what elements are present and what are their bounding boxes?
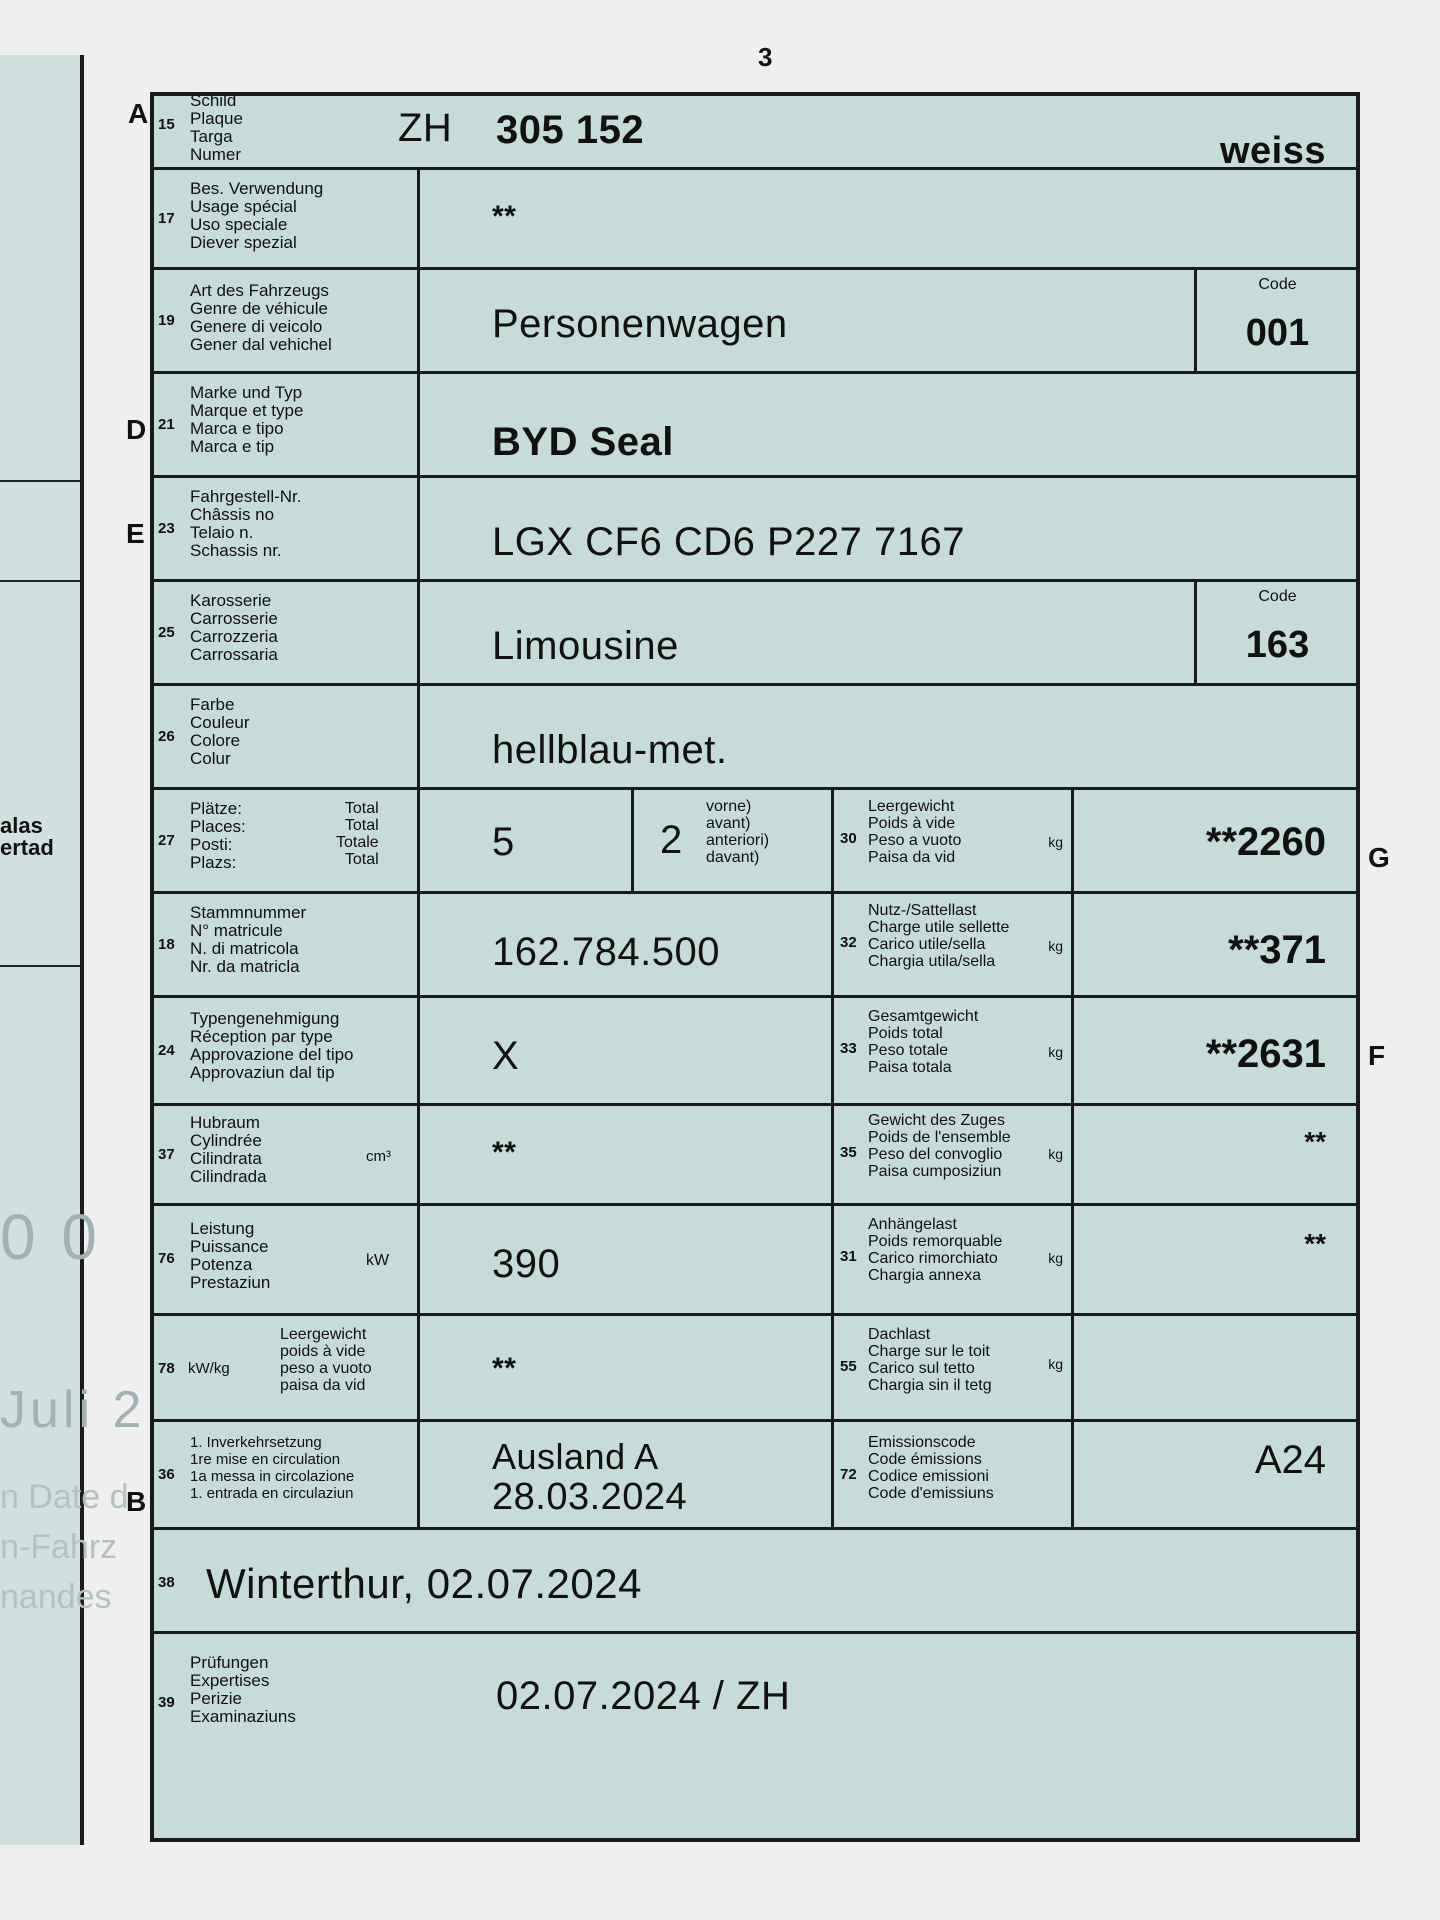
edge-text: alas: [0, 813, 43, 838]
power-value: 390: [492, 1242, 561, 1286]
row-make: [154, 374, 1356, 478]
right-label-cell: [834, 1422, 1074, 1527]
label-cell: [154, 1316, 420, 1419]
field-label: Karosserie Carrosserie Carrozzeria Carrossaria: [190, 591, 278, 664]
field-number: 33: [840, 1040, 857, 1057]
right-label-cell: [834, 1206, 1074, 1313]
field-number: 37: [158, 1146, 175, 1163]
field-number: 72: [840, 1466, 857, 1483]
divider: [0, 480, 80, 482]
field-label: Anhängelast Poids remorquable Carico rimorchiato Chargia annexa: [868, 1216, 1003, 1284]
row-first-registration: [154, 1422, 1356, 1530]
ghost-line: nandes: [0, 1578, 112, 1616]
field-label: Leergewicht poids à vide peso a vuoto paisa da vid: [280, 1326, 372, 1394]
row-plate: [154, 91, 1356, 172]
field-number: 21: [158, 416, 175, 433]
value-cell: [420, 1206, 834, 1313]
label-cell: [154, 790, 420, 891]
emission-code-value: A24: [1254, 1438, 1326, 1482]
row-displacement: [154, 1106, 1356, 1206]
field-number: 78: [158, 1360, 175, 1377]
vehicle-type-value: Personenwagen: [492, 302, 788, 346]
page-mark: 3: [758, 42, 773, 72]
margin-letter-f: F: [1368, 1040, 1386, 1071]
field-label: Bes. Verwendung Usage spécial Uso speciale Diever spezial: [190, 179, 324, 252]
ghost-date: Juli 2: [0, 1381, 146, 1439]
value-cell: [420, 894, 834, 995]
field-number: 26: [158, 728, 175, 745]
plate-canton: ZH: [398, 106, 453, 150]
displacement-value: **: [492, 1136, 517, 1169]
field-number: 39: [158, 1694, 175, 1711]
label-cell: [154, 582, 420, 683]
field-number: 17: [158, 210, 175, 227]
empty-weight-value: **2260: [1205, 820, 1326, 864]
body-value: Limousine: [492, 624, 679, 668]
field-label: Plätze: Places: Posti: Plazs:: [190, 799, 246, 872]
label-cell: [154, 998, 420, 1103]
adjacent-page-strip: [0, 55, 84, 1845]
field-number: 27: [158, 832, 175, 849]
ghost-digits: 0 0: [0, 1201, 101, 1273]
seats-total: 5: [492, 820, 515, 864]
field-label: Stammnummer N° matricule N. di matricola Nr. da matricla: [190, 903, 307, 976]
label-cell: [154, 1106, 420, 1203]
label-cell: [154, 170, 420, 267]
plate-color: weiss: [1219, 130, 1326, 172]
field-number: 38: [158, 1574, 175, 1591]
chassis-value: LGX CF6 CD6 P227 7167: [492, 520, 965, 564]
field-label: Typengenehmigung Réception par type Approvazione del tipo Approvaziun dal tip: [190, 1009, 354, 1082]
field-label: Dachlast Charge sur le toit Carico sul tetto Chargia sin il tetg: [868, 1326, 992, 1394]
margin-letter-b: B: [126, 1486, 147, 1517]
row-vehicle-type: [154, 270, 1356, 374]
vehicle-type-code: 001: [1245, 312, 1310, 354]
field-label: Hubraum Cylindrée Cilindrata Cilindrada: [190, 1113, 267, 1186]
row-approval: [154, 998, 1356, 1106]
unit-label: kW/kg: [188, 1360, 230, 1377]
row-matricule: [154, 894, 1356, 998]
seats-front-cell: [634, 790, 834, 891]
row-usage: [154, 170, 1356, 270]
matricule-value: 162.784.500: [492, 930, 720, 974]
payload-value: **371: [1228, 928, 1326, 972]
field-label: Schild Plaque Targa Numer: [190, 91, 243, 164]
ghost-line: n-Fahrz: [0, 1528, 118, 1566]
unit-label: kW: [366, 1252, 390, 1269]
unit-label: kg: [1048, 1044, 1063, 1060]
unit-label: cm³: [366, 1148, 391, 1165]
divider: [0, 580, 80, 582]
seats-front: 2: [660, 818, 683, 862]
margin-letter-a: A: [128, 98, 149, 129]
field-number: 24: [158, 1042, 175, 1059]
field-label: Gewicht des Zuges Poids de l'ensemble Peso del convoglio Paisa cumposiziun: [868, 1112, 1011, 1180]
field-label: Prüfungen Expertises Perizie Examinaziuns: [190, 1653, 296, 1726]
unit-label: kg: [1048, 938, 1063, 954]
field-number: 36: [158, 1466, 175, 1483]
field-number: 25: [158, 624, 175, 641]
vehicle-registration-card: [150, 92, 1360, 1842]
label-cell: [154, 894, 420, 995]
front-label: vorne) avant) anteriori) davant): [706, 798, 770, 866]
field-label: Gesamtgewicht Poids total Peso totale Paisa totala: [868, 1008, 979, 1076]
field-label: Marke und Typ Marque et type Marca e tipo Marca e tip: [190, 383, 304, 456]
field-number: 18: [158, 936, 175, 953]
unit-label: kg: [1048, 1250, 1063, 1266]
value-cell: [420, 1422, 834, 1527]
field-label: Emissionscode Code émissions Codice emissioni Code d'emissiuns: [868, 1434, 994, 1502]
usage-value: **: [492, 200, 517, 233]
label-cell: [154, 374, 420, 475]
label-cell: [154, 686, 420, 787]
unit-label: kg: [1048, 834, 1063, 850]
row-body: [154, 582, 1356, 686]
value-cell: [420, 1106, 834, 1203]
field-number: 31: [840, 1248, 857, 1265]
total-weight-value: **2631: [1205, 1032, 1326, 1076]
ghost-line: n Date d: [0, 1478, 129, 1516]
margin-letter-g: G: [1368, 842, 1390, 873]
label-cell: [154, 1206, 420, 1313]
field-label: Fahrgestell-Nr. Châssis no Telaio n. Schassis nr.: [190, 487, 302, 560]
make-value: BYD Seal: [492, 420, 674, 464]
seats-total-cell: [420, 790, 634, 891]
row-power-ratio: [154, 1316, 1356, 1422]
color-value: hellblau-met.: [492, 728, 728, 772]
towing-weight-value: **: [1304, 1228, 1326, 1259]
right-label-cell: [834, 1316, 1074, 1419]
code-label: Code: [1258, 276, 1297, 293]
train-weight-value: **: [1304, 1126, 1326, 1157]
first-registration-date: 28.03.2024: [492, 1476, 688, 1518]
field-label: 1. Inverkehrsetzung 1re mise en circulation 1a messa in circolazione 1. entrada en circulaziun: [190, 1434, 355, 1502]
body-code: 163: [1245, 624, 1310, 666]
field-number: 30: [840, 830, 857, 847]
approval-value: X: [492, 1034, 520, 1078]
row-color: [154, 686, 1356, 790]
row-chassis: [154, 478, 1356, 582]
code-cell: [1194, 582, 1358, 683]
field-label: Leergewicht Poids à vide Peso a vuoto Paisa da vid: [868, 798, 962, 866]
ratio-value: **: [492, 1352, 517, 1385]
right-label-cell: [834, 894, 1074, 995]
place-date-value: Winterthur, 02.07.2024: [206, 1560, 642, 1607]
field-number: 19: [158, 312, 175, 329]
code-cell: [1194, 270, 1358, 371]
edge-text: ertad: [0, 835, 54, 860]
row-inspections: [154, 1634, 1356, 1838]
row-place-date: [154, 1530, 1356, 1634]
right-label-cell: [834, 790, 1074, 891]
value-cell: [420, 998, 834, 1103]
label-cell: [154, 478, 420, 579]
label-cell: [154, 1422, 420, 1527]
row-seats: [154, 790, 1356, 894]
field-label: Leistung Puissance Potenza Prestaziun: [190, 1219, 271, 1292]
field-number: 32: [840, 934, 857, 951]
field-number: 23: [158, 520, 175, 537]
field-number: 15: [158, 116, 175, 133]
field-label: Nutz-/Sattellast Charge utile sellette Carico utile/sella Chargia utila/sella: [868, 902, 1010, 970]
unit-label: kg: [1048, 1146, 1063, 1162]
right-label-cell: [834, 998, 1074, 1103]
field-number: 76: [158, 1250, 175, 1267]
inspections-value: 02.07.2024 / ZH: [496, 1674, 791, 1718]
margin-letter-d: D: [126, 414, 147, 445]
value-cell: [420, 1316, 834, 1419]
field-label: Art des Fahrzeugs Genre de véhicule Genere di veicolo Gener dal vehichel: [190, 281, 332, 354]
unit-label: kg: [1048, 1356, 1063, 1372]
field-number: 55: [840, 1358, 857, 1375]
row-power: [154, 1206, 1356, 1316]
right-label-cell: [834, 1106, 1074, 1203]
margin-letter-e: E: [126, 518, 145, 549]
code-label: Code: [1258, 588, 1297, 605]
label-cell: [154, 270, 420, 371]
first-registration-country: Ausland A: [492, 1436, 659, 1477]
field-number: 35: [840, 1144, 857, 1161]
divider: [0, 965, 80, 967]
plate-number: 305 152: [496, 108, 645, 152]
field-label: Farbe Couleur Colore Colur: [190, 695, 250, 768]
totals-label: Total Total Totale Total: [336, 800, 379, 868]
